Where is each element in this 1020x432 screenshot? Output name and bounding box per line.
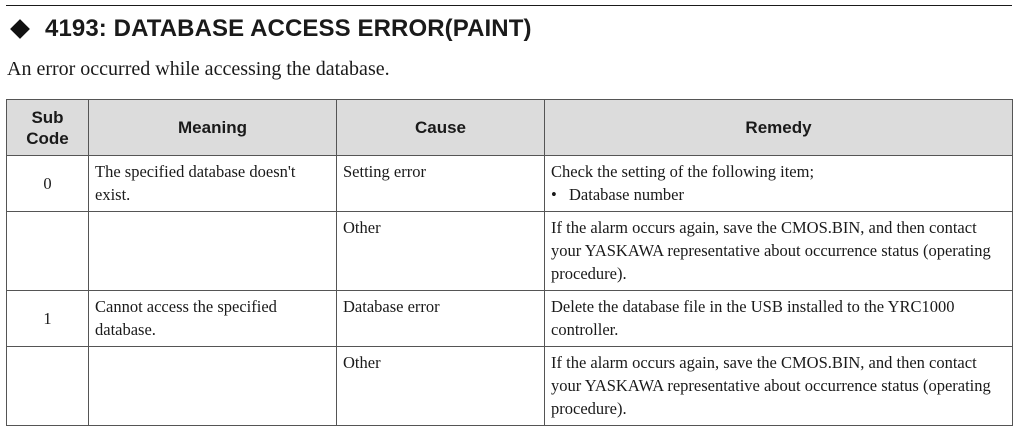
meaning-cell: Cannot access the specified database. (89, 291, 337, 347)
diamond-bullet-icon (10, 19, 30, 39)
cause-cell: Database error (337, 291, 545, 347)
cause-cell: Other (337, 347, 545, 426)
table-row (7, 156, 1013, 212)
table-row (7, 347, 1013, 426)
header-cause: Cause (337, 100, 545, 156)
heading-title: 4193: DATABASE ACCESS ERROR(PAINT) (45, 15, 532, 42)
meaning-cell: The specified database doesn't exist. (89, 156, 337, 212)
sub-code-cell: 0 (7, 156, 89, 212)
remedy-cell: If the alarm occurs again, save the CMOS.BIN, and then contact your YASKAWA representative about occurrence status (operating procedure). (545, 347, 1013, 426)
sub-code-cell: 1 (7, 291, 89, 347)
error-table (6, 99, 1013, 426)
meaning-cell (89, 212, 337, 291)
meaning-cell (89, 347, 337, 426)
sub-code-cell (7, 347, 89, 426)
table-header-row (7, 100, 1013, 156)
remedy-cell: If the alarm occurs again, save the CMOS.BIN, and then contact your YASKAWA representative about occurrence status (operating procedure). (545, 212, 1013, 291)
header-sub-code: Sub Code (7, 100, 89, 156)
remedy-item: • Database number (551, 185, 684, 204)
remedy-text: Check the setting of the following item; (551, 162, 815, 181)
section-heading (8, 12, 532, 46)
remedy-cell (545, 156, 1013, 212)
header-meaning: Meaning (89, 100, 337, 156)
remedy-cell: Delete the database file in the USB installed to the YRC1000 controller. (545, 291, 1013, 347)
bullet-icon: • (551, 185, 557, 204)
table-row (7, 291, 1013, 347)
table-row (7, 212, 1013, 291)
header-remedy: Remedy (545, 100, 1013, 156)
top-rule (6, 5, 1012, 6)
intro-text: An error occurred while accessing the database. (7, 58, 390, 80)
remedy-item-list (551, 183, 1006, 206)
cause-cell: Setting error (337, 156, 545, 212)
cause-cell: Other (337, 212, 545, 291)
sub-code-cell (7, 212, 89, 291)
